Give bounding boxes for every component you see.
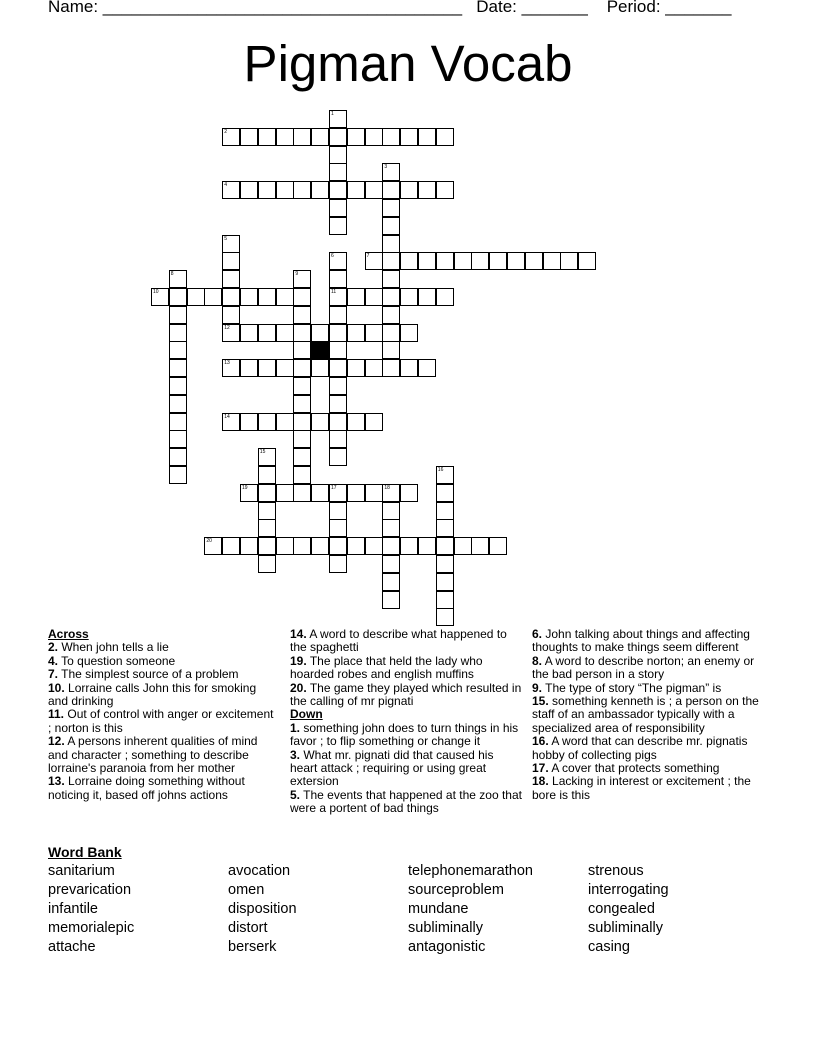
crossword-cell[interactable]: [240, 484, 258, 502]
crossword-cell[interactable]: [329, 341, 347, 359]
crossword-cell[interactable]: [400, 324, 418, 342]
crossword-cell[interactable]: [169, 377, 187, 395]
crossword-cell[interactable]: [436, 181, 454, 199]
crossword-cell[interactable]: [311, 537, 329, 555]
crossword-cell[interactable]: [365, 537, 383, 555]
clue-number: 7: [366, 253, 370, 260]
crossword-cell[interactable]: [436, 466, 454, 484]
down-clue: 1. something john does to turn things in his favor ; to flip something or change it: [290, 720, 519, 749]
crossword-cell[interactable]: [347, 128, 365, 146]
clue-number: 3: [384, 164, 388, 171]
clue-number: 19: [242, 484, 248, 491]
crossword-cell[interactable]: [436, 252, 454, 270]
crossword-cell[interactable]: [204, 537, 222, 555]
crossword-cell[interactable]: [329, 146, 347, 164]
crossword-cell[interactable]: [329, 377, 347, 395]
crossword-cell[interactable]: [169, 288, 187, 306]
crossword-cell[interactable]: [365, 413, 383, 431]
down-clue: 3. What mr. pignati did that caused his heart attack ; requiring or using great extersion: [290, 747, 494, 789]
crossword-cell[interactable]: [258, 484, 276, 502]
clue-number: 11: [331, 289, 337, 295]
word-bank-item: sanitarium: [48, 863, 115, 879]
page-title: Pigman Vocab: [243, 35, 573, 92]
word-bank-heading: Word Bank: [48, 844, 122, 860]
crossword-cell[interactable]: [293, 466, 311, 484]
crossword-cell[interactable]: [578, 252, 596, 270]
crossword-cell[interactable]: [258, 555, 276, 573]
across-heading: Across: [48, 627, 89, 641]
crossword-cell[interactable]: [347, 484, 365, 502]
crossword-cell[interactable]: [489, 252, 507, 270]
clue-number: 2: [224, 128, 227, 135]
word-bank-column-4: [588, 862, 669, 957]
down-clue: 15. something kenneth is ; a person on the staff of an ambassador typically with a specialized area of responsibility: [532, 694, 759, 735]
down-clue: 17. A cover that protects something: [532, 761, 720, 776]
word-bank-item: antagonistic: [408, 939, 486, 955]
crossword-cell[interactable]: [240, 413, 258, 431]
crossword-cell[interactable]: [329, 448, 347, 466]
crossword-cell[interactable]: [222, 359, 240, 377]
crossword-cell[interactable]: [347, 288, 365, 306]
crossword-cell[interactable]: [222, 252, 240, 270]
crossword-cell[interactable]: [169, 413, 187, 431]
clue-number: 10: [153, 289, 159, 295]
crossword-cell[interactable]: [382, 555, 400, 573]
crossword-cell[interactable]: [293, 359, 311, 377]
crossword-cell[interactable]: [276, 359, 294, 377]
crossword-cell[interactable]: [222, 235, 240, 253]
crossword-cell[interactable]: [222, 324, 240, 342]
clue-number: 16: [437, 467, 444, 473]
across-clue: 19. The place that held the lady who hoarded robes and english muffins: [290, 653, 483, 682]
crossword-cell[interactable]: [240, 128, 258, 146]
crossword-cell[interactable]: [240, 537, 258, 555]
crossword-cell[interactable]: [258, 324, 276, 342]
crossword-cell[interactable]: [365, 324, 383, 342]
word-bank-column-3: [408, 862, 533, 957]
crossword-cell[interactable]: [436, 591, 454, 609]
header-fields: [48, 0, 731, 17]
across-clue: 13. Lorraine doing something without noticing it, based off johns actions: [48, 774, 245, 802]
down-clue: 9. The type of story “The pigman” is: [532, 680, 722, 695]
crossword-cell[interactable]: [329, 199, 347, 217]
word-bank-item: interrogating: [588, 882, 669, 898]
crossword-cell[interactable]: [311, 359, 329, 377]
clue-number: 5: [224, 235, 227, 242]
crossword-cell[interactable]: [400, 181, 418, 199]
crossword-cell[interactable]: [400, 484, 418, 502]
crossword-cell[interactable]: [293, 270, 311, 288]
crossword-cell[interactable]: [293, 395, 311, 413]
crossword-cell[interactable]: [311, 413, 329, 431]
crossword-cell[interactable]: [525, 252, 543, 270]
crossword-cell[interactable]: [382, 537, 400, 555]
crossword-cell[interactable]: [382, 270, 400, 288]
crossword-cell[interactable]: [258, 413, 276, 431]
crossword-cell[interactable]: [222, 181, 240, 199]
down-clue: 18. Lacking in interest or excitement ; the bore is this: [532, 774, 751, 802]
crossword-cell[interactable]: [382, 235, 400, 253]
word-bank-item: subliminally: [408, 920, 483, 936]
crossword-cell[interactable]: [543, 252, 561, 270]
crossword-cell[interactable]: [169, 359, 187, 377]
crossword-cell[interactable]: [436, 519, 454, 537]
crossword-cell[interactable]: [240, 324, 258, 342]
crossword-cell[interactable]: [293, 537, 311, 555]
word-bank-item: attache: [48, 939, 96, 955]
crossword-cell[interactable]: [418, 128, 436, 146]
crossword-cell[interactable]: [382, 163, 400, 181]
down-clue: 6. John talking about things and affecting thoughts to make things seem different: [532, 627, 750, 655]
crossword-cell[interactable]: [311, 181, 329, 199]
crossword-cell[interactable]: [258, 288, 276, 306]
crossword-cell[interactable]: [400, 359, 418, 377]
crossword-cell[interactable]: [329, 163, 347, 181]
crossword-cell[interactable]: [436, 555, 454, 573]
crossword-cell[interactable]: [240, 181, 258, 199]
crossword-cell[interactable]: [329, 217, 347, 235]
down-clue: 5. The events that happened at the zoo that were a portent of bad things: [290, 787, 522, 816]
word-bank-column-2: [228, 862, 297, 957]
crossword-cell[interactable]: [258, 466, 276, 484]
word-bank-item: casing: [588, 939, 630, 955]
crossword-cell[interactable]: [222, 128, 240, 146]
across-clue: 4. To question someone: [48, 653, 176, 668]
across-clue: 20. The game they played which resulted in the calling of mr pignati: [290, 680, 522, 709]
across-clue: 2. When john tells a lie: [48, 640, 169, 655]
crossword-cell[interactable]: [258, 537, 276, 555]
crossword-cell[interactable]: [222, 306, 240, 324]
crossword-cell[interactable]: [365, 484, 383, 502]
crossword-cell[interactable]: [454, 252, 472, 270]
crossword-cell[interactable]: [293, 324, 311, 342]
crossword-cell[interactable]: [329, 252, 347, 270]
clue-number: 17: [331, 484, 337, 491]
crossword-cell[interactable]: [169, 306, 187, 324]
crossword-cell[interactable]: [329, 110, 347, 128]
crossword-cell[interactable]: [400, 537, 418, 555]
crossword-cell[interactable]: [293, 341, 311, 359]
name-field-label[interactable]: Name: ______________________________________: [48, 0, 463, 16]
crossword-cell[interactable]: [382, 306, 400, 324]
crossword-cell[interactable]: [169, 324, 187, 342]
clue-number: 6: [331, 253, 334, 260]
crossword-cell[interactable]: [222, 413, 240, 431]
crossword-cell[interactable]: [418, 537, 436, 555]
crossword-cell[interactable]: [258, 502, 276, 520]
crossword-cell[interactable]: [222, 288, 240, 306]
crossword-cell[interactable]: [365, 252, 383, 270]
crossword-cell[interactable]: [560, 252, 578, 270]
crossword-cell[interactable]: [258, 448, 276, 466]
clue-number: 18: [384, 484, 390, 491]
crossword-cell[interactable]: [489, 537, 507, 555]
clues-column-3: [532, 628, 764, 802]
crossword-cell[interactable]: [204, 288, 222, 306]
crossword-cell[interactable]: [382, 341, 400, 359]
crossword-cell[interactable]: [311, 128, 329, 146]
crossword-cell[interactable]: [382, 591, 400, 609]
crossword-cell[interactable]: [436, 288, 454, 306]
crossword-cell[interactable]: [276, 537, 294, 555]
across-clue: 12. A persons inherent qualities of mind and character ; something to describe lorraine's paranoia from her mother: [48, 734, 258, 776]
crossword-cell[interactable]: [471, 537, 489, 555]
crossword-cell[interactable]: [329, 270, 347, 288]
crossword-cell[interactable]: [169, 430, 187, 448]
crossword-cell[interactable]: [382, 181, 400, 199]
crossword-cell[interactable]: [382, 519, 400, 537]
crossword-cell[interactable]: [382, 324, 400, 342]
crossword-cell[interactable]: [329, 359, 347, 377]
crossword-cell[interactable]: [418, 359, 436, 377]
crossword-cell[interactable]: [276, 288, 294, 306]
crossword-cell[interactable]: [347, 324, 365, 342]
clues-column-1: [48, 628, 276, 802]
crossword-cell[interactable]: [454, 537, 472, 555]
down-heading: Down: [290, 707, 323, 722]
crossword-cell[interactable]: [258, 128, 276, 146]
crossword-cell[interactable]: [276, 128, 294, 146]
crossword-cell[interactable]: [293, 306, 311, 324]
crossword-cell[interactable]: [436, 128, 454, 146]
crossword-cell[interactable]: [418, 252, 436, 270]
clue-number: 4: [224, 182, 227, 189]
crossword-cell[interactable]: [293, 448, 311, 466]
word-bank-item: subliminally: [588, 920, 663, 936]
crossword-cell[interactable]: [151, 288, 169, 306]
crossword-cell[interactable]: [276, 181, 294, 199]
clue-number: 12: [224, 324, 230, 331]
crossword-cell[interactable]: [293, 288, 311, 306]
crossword-cell[interactable]: [365, 181, 383, 199]
down-clue: 8. A word to describe norton; an enemy or the bad person in a story: [532, 653, 755, 682]
word-bank-item: avocation: [228, 863, 291, 879]
clue-number: 1: [331, 111, 334, 117]
word-bank-item: strenous: [588, 863, 644, 879]
crossword-cell[interactable]: [293, 128, 311, 146]
crossword-cell[interactable]: [293, 484, 311, 502]
clue-number: 15: [259, 449, 266, 456]
word-bank-item: prevarication: [48, 882, 132, 898]
crossword-cell[interactable]: [347, 359, 365, 377]
crossword-cell[interactable]: [258, 519, 276, 537]
crossword-cell[interactable]: [382, 288, 400, 306]
crossword-cell[interactable]: [400, 128, 418, 146]
crossword-cell[interactable]: [329, 502, 347, 520]
crossword-cell[interactable]: [436, 537, 454, 555]
word-bank-item: infantile: [48, 901, 98, 917]
word-bank-column-1: [48, 862, 134, 957]
crossword-cell[interactable]: [382, 484, 400, 502]
crossword-cell[interactable]: [329, 519, 347, 537]
period-field-label[interactable]: Period: _______: [606, 0, 732, 16]
crossword-cell[interactable]: [382, 573, 400, 591]
crossword-cell[interactable]: [169, 270, 187, 288]
clue-number: 8: [170, 271, 174, 278]
word-bank-item: sourceproblem: [408, 882, 504, 898]
crossword-cell[interactable]: [382, 199, 400, 217]
crossword-cell[interactable]: [222, 537, 240, 555]
crossword-cell[interactable]: [436, 484, 454, 502]
crossword-cell[interactable]: [347, 413, 365, 431]
crossword-cell[interactable]: [329, 484, 347, 502]
crossword-cell[interactable]: [311, 324, 329, 342]
crossword-cell[interactable]: [329, 288, 347, 306]
date-field-label[interactable]: Date: _______: [476, 0, 588, 16]
crossword-cell[interactable]: [329, 128, 347, 146]
crossword-cell[interactable]: [365, 359, 383, 377]
crossword-cell[interactable]: [471, 252, 489, 270]
clue-number: 20: [206, 538, 212, 545]
word-bank-item: congealed: [588, 901, 655, 917]
crossword-cell[interactable]: [311, 484, 329, 502]
crossword-cell[interactable]: [258, 181, 276, 199]
word-bank-item: berserk: [228, 939, 277, 955]
crossword-cell[interactable]: [240, 359, 258, 377]
crossword-cell[interactable]: [329, 537, 347, 555]
crossword-cell[interactable]: [347, 181, 365, 199]
word-bank-item: omen: [228, 882, 265, 898]
word-bank-item: memorialepic: [48, 920, 135, 936]
crossword-cell[interactable]: [418, 288, 436, 306]
crossword-cell[interactable]: [329, 555, 347, 573]
crossword-cell[interactable]: [276, 324, 294, 342]
crossword-cell[interactable]: [382, 502, 400, 520]
clue-number: 14: [224, 413, 230, 420]
across-clue: 11. Out of control with anger or excitement ; norton is this: [48, 707, 274, 735]
across-clue: 7. The simplest source of a problem: [48, 667, 239, 682]
crossword-cell[interactable]: [240, 288, 258, 306]
clue-number: 9: [295, 271, 299, 278]
clue-number: 13: [224, 360, 230, 367]
crossword-cell[interactable]: [382, 128, 400, 146]
crossword-cell[interactable]: [329, 181, 347, 199]
crossword-cell[interactable]: [293, 181, 311, 199]
crossword-cell[interactable]: [436, 502, 454, 520]
crossword-cell[interactable]: [400, 288, 418, 306]
crossword-cell[interactable]: [169, 341, 187, 359]
clues-column-2: [290, 628, 524, 816]
across-clue: 14. A word to describe what happened to the spaghetti: [290, 627, 507, 655]
crossword-cell[interactable]: [293, 430, 311, 448]
across-clue: 10. Lorraine calls John this for smoking and drinking: [48, 680, 257, 709]
crossword-cell[interactable]: [169, 466, 187, 484]
crossword-cell[interactable]: [365, 288, 383, 306]
crossword-cell[interactable]: [347, 537, 365, 555]
crossword-cell[interactable]: [169, 448, 187, 466]
crossword-cell[interactable]: [276, 413, 294, 431]
crossword-cell[interactable]: [329, 413, 347, 431]
crossword-cell[interactable]: [365, 128, 383, 146]
crossword-cell[interactable]: [169, 395, 187, 413]
down-clue: 16. A word that can describe mr. pignatis hobby of collecting pigs: [532, 734, 748, 762]
crossword-cell[interactable]: [222, 270, 240, 288]
crossword-cell[interactable]: [418, 181, 436, 199]
crossword-cell[interactable]: [382, 359, 400, 377]
word-bank-item: distort: [228, 920, 268, 936]
crossword-cell[interactable]: [329, 430, 347, 448]
crossword-cell[interactable]: [293, 413, 311, 431]
crossword-cell[interactable]: [258, 359, 276, 377]
crossword-cell[interactable]: [507, 252, 525, 270]
crossword-cell[interactable]: [382, 217, 400, 235]
crossword-cell[interactable]: [329, 395, 347, 413]
crossword-cell[interactable]: [436, 608, 454, 626]
crossword-cell[interactable]: [276, 484, 294, 502]
crossword-cell[interactable]: [293, 377, 311, 395]
word-bank-item: mundane: [408, 901, 469, 917]
crossword-cell[interactable]: [329, 324, 347, 342]
crossword-cell[interactable]: [187, 288, 205, 306]
crossword-cell[interactable]: [382, 252, 400, 270]
word-bank-item: telephonemarathon: [408, 863, 533, 879]
crossword-cell[interactable]: [436, 573, 454, 591]
crossword-cell[interactable]: [329, 306, 347, 324]
crossword-black-square: [311, 341, 329, 359]
crossword-cell[interactable]: [400, 252, 418, 270]
word-bank-item: disposition: [228, 901, 297, 917]
